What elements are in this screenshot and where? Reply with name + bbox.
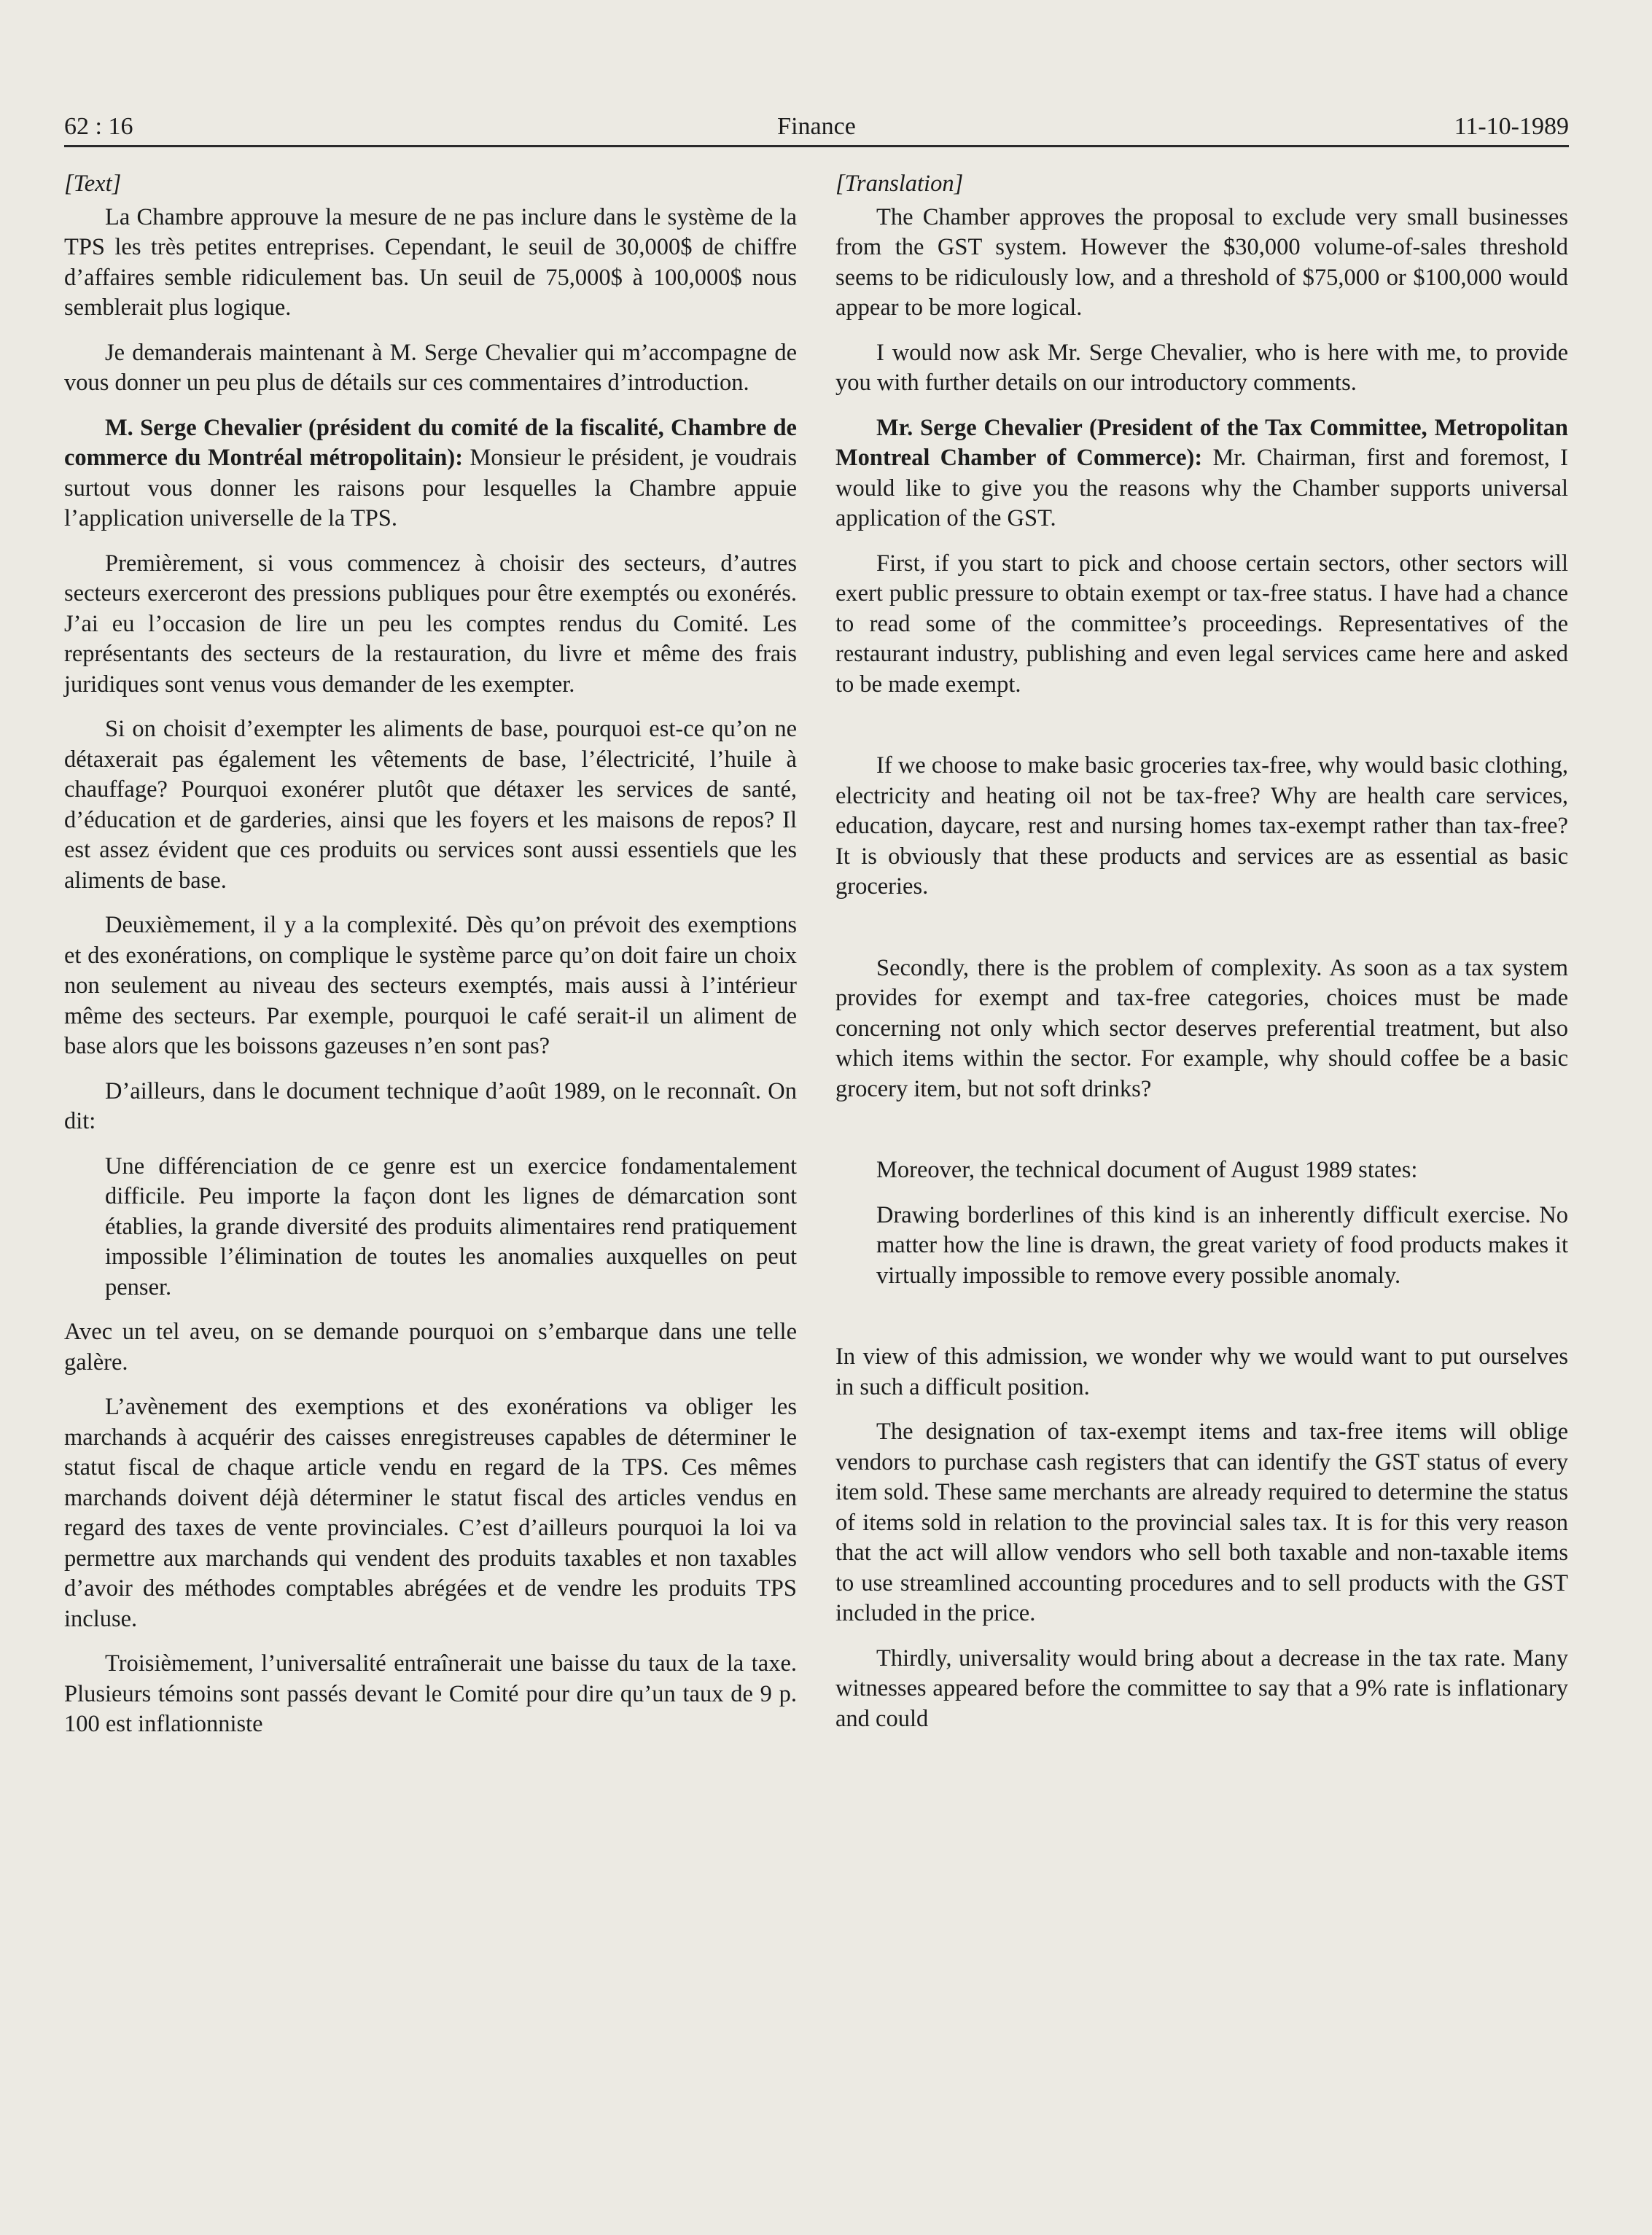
- translation-tag: [Translation]: [835, 171, 964, 197]
- paragraph: [64, 413, 797, 534]
- text-tag: [Text]: [64, 171, 122, 197]
- paragraph: First, if you start to pick and choose certain sectors, other sectors will exert public pressure to obtain exempt or tax-free status. I have had a chance to read some of the committee’s proceedings. Representatives of the restaurant industry, publishing and even legal services came here and asked to be made exempt.: [835, 550, 1568, 698]
- paragraph: I would now ask Mr. Serge Chevalier, who is here with me, to provide you with further details on our introductory comments.: [835, 339, 1568, 396]
- paragraph: The Chamber approves the proposal to exclude very small businesses from the GST system. However the $30,000 volume-of-sales threshold seems to be ridiculously low, and a threshold of $75,000 or $100,000 would appear to be more logical.: [835, 203, 1568, 321]
- paragraph: Avec un tel aveu, on se demande pourquoi on s’embarque dans une telle galère.: [64, 1319, 797, 1376]
- sitting-date: 11-10-1989: [1454, 113, 1569, 140]
- page-header: [64, 109, 1569, 144]
- block-quote: Drawing borderlines of this kind is an inherently difficult exercise. No matter how the line is drawn, the great variety of food products makes it virtually impossible to remove every possible anomaly.: [876, 1201, 1568, 1289]
- paragraph: The designation of tax-exempt items and tax-free items will oblige vendors to purchase cash registers that can identify the GST status of every item sold. These same merchants are already required to determine the status of items sold in relation to the provincial sales tax. It is for this very reason that the act will allow vendors who sell both taxable and non-taxable items to use streamlined accounting procedures and to sell products with the GST included in the price.: [835, 1419, 1568, 1626]
- block-quote: Une différenciation de ce genre est un exercice fondamentalement difficile. Peu importe la façon dont les lignes de démarcation sont établies, la grande diversité des produits alimentaires rend pratiquement impossible l’élimination de toutes les anomalies auxquelles on peut penser.: [105, 1152, 797, 1300]
- paragraph: Deuxièmement, il y a la complexité. Dès qu’on prévoit des exemptions et des exonérations, on complique le système parce qu’on doit faire un choix non seulement au niveau des secteurs exemptés, mais aussi à l’intérieur même des secteurs. Par exemple, pourquoi le café serait-il un aliment de base alors que les boissons gazeuses n’en sont pas?: [64, 912, 797, 1059]
- paragraph: L’avènement des exemptions et des exonérations va obliger les marchands à acquérir des caisses enregistreuses capables de déterminer le statut fiscal de chaque article vendu en regard de la TPS. Ces mêmes marchands doivent déjà déterminer le statut fiscal des articles vendus en regard des taxes de vente provinciales. C’est d’ailleurs pourquoi la loi va permettre aux marchands qui vendent des produits taxables et non taxables d’avoir des méthodes comptables abrégées et de vendre les produits TPS incluse.: [64, 1394, 797, 1632]
- speaker-name: Mr. Serge Chevalier (President of the Tax Committee, Metropolitan Montreal Chamber of Commerce):: [835, 414, 1568, 471]
- paragraph: Troisièmement, l’universalité entraînerait une baisse du taux de la taxe. Plusieurs témoins sont passés devant le Comité pour dire qu’un taux de 9 p. 100 est inflationniste: [64, 1650, 797, 1737]
- paragraph: La Chambre approuve la mesure de ne pas inclure dans le système de la TPS les très petites entreprises. Cependant, le seuil de 30,000$ de chiffre d’affaires semble ridiculement bas. Un seuil de 75,000$ à 100,000$ nous semblerait plus logique.: [64, 203, 797, 321]
- page-reference: 62 : 16: [64, 113, 133, 140]
- french-column: [64, 169, 797, 1755]
- paragraph: D’ailleurs, dans le document technique d’août 1989, on le reconnaît. On dit:: [64, 1077, 797, 1134]
- paragraph: Secondly, there is the problem of complexity. As soon as a tax system provides for exempt and tax-free categories, choices must be made concerning not only which sector deserves preferential treatment, but also which items within the sector. For example, why should coffee be a basic grocery item, but not soft drinks?: [835, 954, 1568, 1102]
- speech-text: Monsieur le président, je voudrais surtout vous donner les raisons pour lesquelles la Chambre appuie l’application universelle de la TPS.: [64, 445, 797, 531]
- running-title: Finance: [777, 113, 856, 140]
- paragraph: Thirdly, universality would bring about a decrease in the tax rate. Many witnesses appeared before the committee to say that a 9% rate is inflationary and could: [835, 1645, 1568, 1732]
- speaker-name: M. Serge Chevalier (président du comité de la fiscalité, Chambre de commerce du Montréal métropolitain):: [64, 414, 797, 471]
- paragraph: Premièrement, si vous commencez à choisir des secteurs, d’autres secteurs exerceront des pressions publiques pour être exemptés ou exonérés. J’ai eu l’occasion de lire un peu les comptes rendus du Comité. Les représentants des secteurs de la restauration, du livre et même des frais juridiques sont venus vous demander de les exempter.: [64, 550, 797, 698]
- english-column: [835, 169, 1568, 1749]
- paragraph: Je demanderais maintenant à M. Serge Chevalier qui m’accompagne de vous donner un peu plus de détails sur ces commentaires d’introduction.: [64, 339, 797, 396]
- header-rule: [64, 145, 1569, 147]
- speech-text: Mr. Chairman, first and foremost, I would like to give you the reasons why the Chamber supports universal application of the GST.: [835, 445, 1568, 531]
- paragraph: In view of this admission, we wonder why we would want to put ourselves in such a difficult position.: [835, 1343, 1568, 1400]
- paragraph: Moreover, the technical document of August 1989 states:: [876, 1157, 1418, 1183]
- paragraph: [835, 413, 1568, 534]
- paragraph: Si on choisit d’exempter les aliments de base, pourquoi est-ce qu’on ne détaxerait pas également les vêtements de base, l’électricité, l’huile à chauffage? Pourquoi exonérer plutôt que détaxer les services de santé, d’éducation et de garderies, ainsi que les foyers et les maisons de repos? Il est assez évident que ces produits ou services sont aussi essentiels que les aliments de base.: [64, 716, 797, 894]
- paragraph: If we choose to make basic groceries tax-free, why would basic clothing, electricity and heating oil not be tax-free? Why are health care services, education, daycare, rest and nursing homes tax-exempt rather than tax-free? It is obviously that these products and services are as essential as basic groceries.: [835, 752, 1568, 900]
